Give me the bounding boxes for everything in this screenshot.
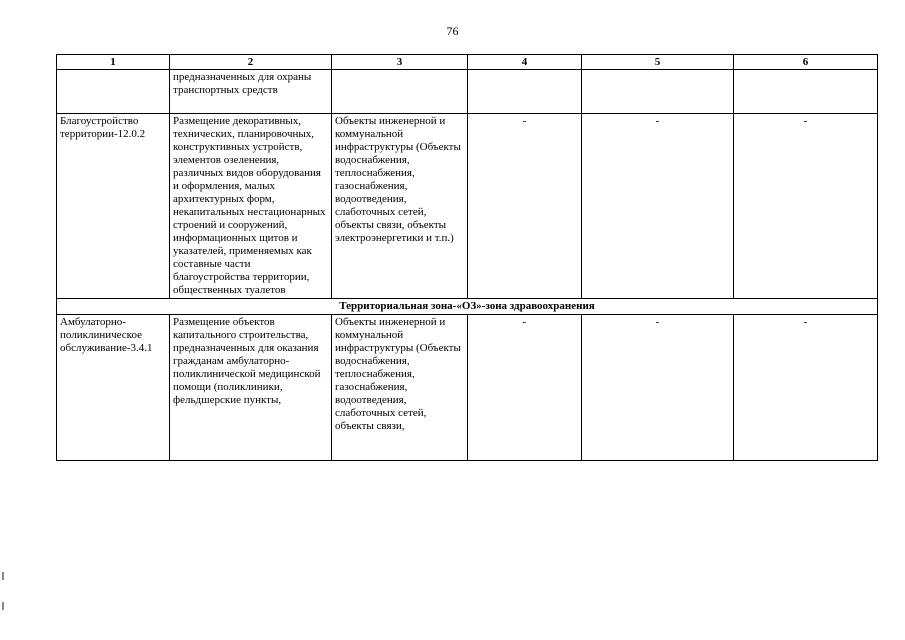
cell-col-4: - [468,114,582,299]
cell-col-4 [468,70,582,114]
zone-title: Территориальная зона-«ОЗ»-зона здравоохранения [57,299,878,315]
cell-col-5: - [582,114,734,299]
scan-edge-mark [2,602,4,610]
column-header-6: 6 [734,55,878,70]
cell-description: предназначенных для охраны транспортных средств [170,70,332,114]
table-row [57,315,878,461]
scan-edge-mark [2,572,4,580]
header-row [57,55,878,70]
cell-use-type: Амбулаторно-поликлиническое обслуживание-3.4.1 [57,315,170,461]
regulation-table [56,54,878,461]
column-header-1: 1 [57,55,170,70]
cell-description: Размещение объектов капитального строительства, предназначенных для оказания гражданам амбулаторно-поликлинической медицинской помощи (поликлиники, фельдшерские пункты, [170,315,332,461]
column-header-4: 4 [468,55,582,70]
cell-col-4: - [468,315,582,461]
cell-auxiliary-use [332,70,468,114]
page-number: 76 [446,24,459,38]
zone-heading-row [57,299,878,315]
column-header-2: 2 [170,55,332,70]
cell-col-6: - [734,114,878,299]
cell-use-type [57,70,170,114]
cell-col-5 [582,70,734,114]
cell-col-6 [734,70,878,114]
table-row [57,114,878,299]
column-header-5: 5 [582,55,734,70]
cell-auxiliary-use: Объекты инженерной и коммунальной инфраструктуры (Объекты водоснабжения, теплоснабжения, газоснабжения, водоотведения, слаботочных сетей, объекты связи, [332,315,468,461]
column-header-3: 3 [332,55,468,70]
cell-col-5: - [582,315,734,461]
cell-description: Размещение декоративных, технических, планировочных, конструктивных устройств, элементов озеленения, различных видов оборудования и оформления, малых архитектурных форм, некапитальных нестационарных строений и сооружений, информационных щитов и указателей, применяемых как составные части благоустройства территории, общественных туалетов [170,114,332,299]
cell-auxiliary-use: Объекты инженерной и коммунальной инфраструктуры (Объекты водоснабжения, теплоснабжения, газоснабжения, водоотведения, слаботочных сетей, объекты связи, объекты электроэнергетики и т.п.) [332,114,468,299]
cell-use-type: Благоустройство территории-12.0.2 [57,114,170,299]
table-row [57,70,878,114]
cell-col-6: - [734,315,878,461]
